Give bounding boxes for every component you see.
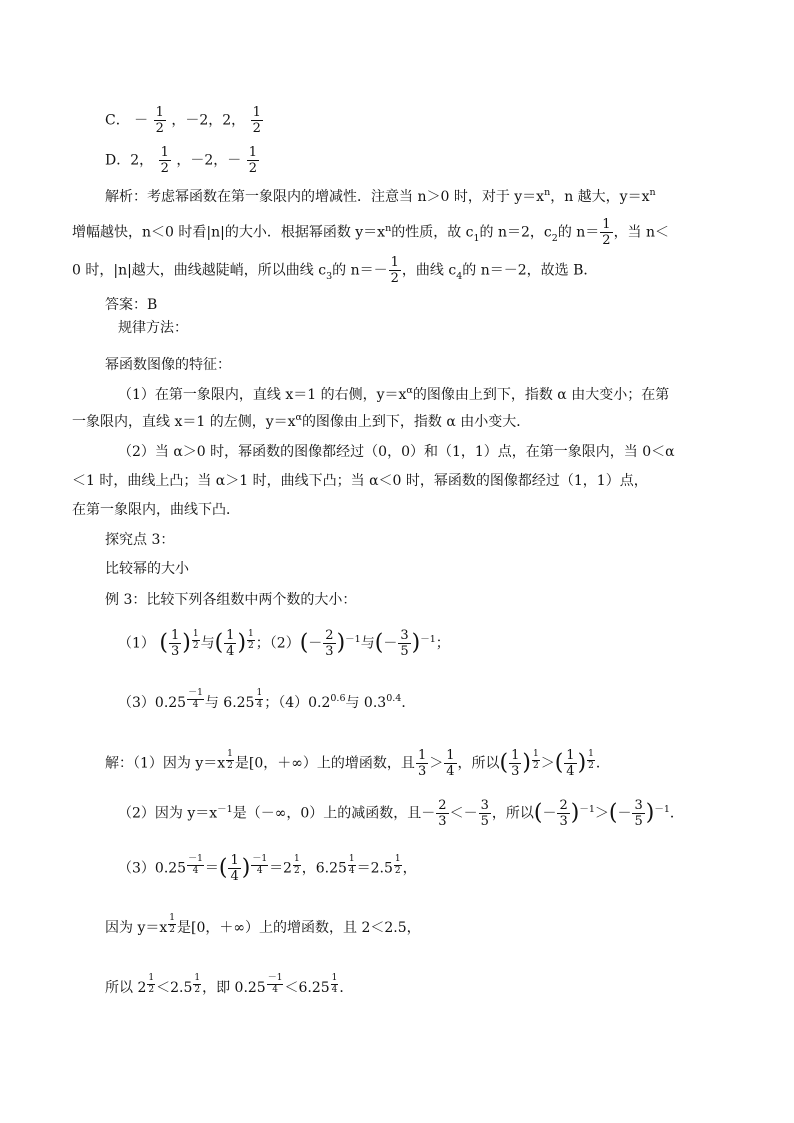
analysis-text: 增幅越快，n＜0 时看|n|的大小．根据幂函数 y＝x bbox=[72, 224, 386, 241]
frac-num: 1 bbox=[331, 973, 338, 983]
solution-text: ． bbox=[595, 755, 610, 772]
frac-num bbox=[267, 973, 284, 985]
compare-title: 比较幂的大小 bbox=[105, 561, 189, 577]
feature-1-line-2 bbox=[72, 412, 672, 434]
paren: ( bbox=[608, 800, 618, 826]
explore-point: 探究点 3： bbox=[105, 532, 175, 548]
option-d-label: D．2， bbox=[105, 152, 154, 169]
neg-sign: － bbox=[134, 112, 149, 129]
text: ；（2） bbox=[255, 635, 300, 652]
option-d-rest: ，－2，－ bbox=[176, 152, 242, 169]
exponent-fraction bbox=[226, 749, 234, 772]
frac-num: 1 bbox=[252, 105, 261, 120]
exponent-fraction bbox=[267, 973, 284, 996]
superscript: －1 bbox=[420, 633, 436, 645]
subscript: 1 bbox=[473, 232, 480, 244]
frac-den: 2 bbox=[532, 760, 539, 771]
paren: ( bbox=[533, 800, 543, 826]
answer: 答案：B bbox=[105, 297, 158, 313]
frac-den: 2 bbox=[148, 985, 155, 995]
paren: ) bbox=[411, 630, 421, 656]
feature-text: 的图像由上到下，指数 α 由大变小；在第 bbox=[412, 387, 670, 403]
solution-text: ，6.25 bbox=[301, 860, 347, 877]
analysis-text: 0 时，|n|越大，曲线越陡峭，所以曲线 c bbox=[72, 262, 327, 279]
frac-num bbox=[251, 854, 268, 866]
frac-num: 2 bbox=[559, 798, 568, 813]
frac-num: 1 bbox=[417, 748, 427, 763]
option-c bbox=[105, 105, 705, 136]
num: 1 bbox=[197, 688, 203, 698]
frac-den: 5 bbox=[400, 644, 409, 659]
frac-num: 1 bbox=[602, 217, 611, 232]
frac-den: 2 bbox=[252, 121, 261, 136]
frac-num: 1 bbox=[230, 853, 239, 868]
minus: － bbox=[188, 688, 198, 698]
paren: ) bbox=[241, 855, 251, 881]
superscript: 0.4 bbox=[386, 693, 402, 704]
feature-text: 一象限内，直线 x＝1 的左侧，y＝x bbox=[72, 414, 296, 430]
fraction bbox=[600, 217, 612, 248]
frac-den: 2 bbox=[160, 161, 169, 176]
part-label: （1） bbox=[118, 635, 155, 652]
fraction bbox=[169, 628, 181, 659]
fraction bbox=[564, 748, 576, 779]
frac-den: 2 bbox=[293, 865, 300, 876]
analysis-text: ，当 n＜ bbox=[613, 224, 670, 241]
superscript: n bbox=[385, 222, 392, 234]
paren: ( bbox=[218, 855, 228, 881]
frac-num: 1 bbox=[148, 973, 155, 983]
fraction bbox=[398, 628, 410, 659]
frac-num: 3 bbox=[634, 798, 643, 813]
superscript: －1 bbox=[654, 803, 670, 815]
frac-den: 4 bbox=[348, 865, 355, 876]
analysis-text: 的 n＝ bbox=[557, 224, 600, 241]
solution-text: ＜－ bbox=[449, 805, 478, 822]
solution-text: 解：（1）因为 y＝x bbox=[105, 755, 226, 772]
frac-num bbox=[187, 854, 204, 866]
frac-den: 2 bbox=[248, 640, 254, 651]
frac-den: 5 bbox=[480, 814, 489, 829]
solution-line-1 bbox=[105, 748, 705, 779]
analysis-line-2 bbox=[72, 217, 672, 248]
analysis-text: 的 n＝－ bbox=[332, 262, 388, 279]
frac-den: 4 bbox=[256, 865, 263, 876]
frac-num: 1 bbox=[226, 628, 235, 643]
solution-text: ＞ bbox=[594, 805, 609, 822]
superscript: α bbox=[295, 412, 302, 423]
frac-num: 1 bbox=[248, 145, 257, 160]
subscript: 4 bbox=[456, 270, 463, 282]
fraction bbox=[323, 628, 335, 659]
exponent-fraction bbox=[532, 749, 540, 772]
frac-den: 5 bbox=[634, 814, 643, 829]
fraction bbox=[247, 145, 259, 176]
frac-num: 1 bbox=[446, 748, 455, 763]
feature-text: 的图像由上到下，指数 α 由小变大． bbox=[301, 414, 531, 430]
text: 与 bbox=[360, 635, 375, 652]
text: 与 6.25 bbox=[204, 695, 255, 711]
solution-text: （2）因为 y＝x bbox=[118, 805, 218, 822]
frac-num: 2 bbox=[325, 628, 334, 643]
frac-num: 1 bbox=[248, 628, 254, 639]
superscript: n bbox=[544, 187, 551, 198]
solution-text: ，所以 bbox=[491, 805, 534, 822]
num: 1 bbox=[276, 973, 283, 983]
analysis-text: 解析：考虑幂函数在第一象限内的增减性．注意当 n＞0 时，对于 y＝x bbox=[105, 189, 545, 205]
solution-text: 因为 y＝x bbox=[105, 920, 168, 936]
frac-den: 4 bbox=[256, 700, 263, 710]
frac-num: 1 bbox=[194, 973, 201, 983]
paren: ) bbox=[645, 800, 655, 826]
frac-num: 1 bbox=[390, 255, 399, 270]
frac-den: 2 bbox=[390, 271, 399, 286]
frac-den: 3 bbox=[438, 814, 447, 829]
solution-text: ＝2.5 bbox=[356, 860, 393, 877]
method-title: 规律方法： bbox=[118, 320, 188, 336]
frac-den: 4 bbox=[192, 700, 199, 710]
feature-text: （1）在第一象限内，直线 x＝1 的右侧，y＝x bbox=[118, 387, 407, 403]
paren: ) bbox=[522, 750, 531, 776]
exponent-fraction bbox=[251, 854, 268, 877]
text: ； bbox=[435, 635, 450, 652]
frac-den: 4 bbox=[446, 764, 455, 779]
frac-den: 2 bbox=[169, 925, 175, 935]
paren: ) bbox=[577, 750, 587, 776]
paren: ) bbox=[336, 630, 346, 656]
paren: ) bbox=[570, 800, 580, 826]
frac-num: 2 bbox=[438, 798, 447, 813]
solution-text: ． bbox=[339, 980, 354, 996]
exponent-fraction bbox=[255, 688, 263, 711]
analysis-text: 的性质，故 c bbox=[391, 224, 474, 241]
num: 1 bbox=[261, 853, 268, 864]
fraction bbox=[228, 853, 240, 884]
solution-text: ＝2 bbox=[269, 860, 292, 877]
solution-text: ＞ bbox=[540, 755, 555, 772]
option-d bbox=[105, 145, 705, 176]
subscript: 3 bbox=[326, 270, 333, 282]
option-c-rest: ，－2，2， bbox=[171, 112, 246, 129]
frac-num: 1 bbox=[256, 688, 263, 698]
frac-num: 1 bbox=[169, 913, 175, 923]
frac-den: 3 bbox=[417, 764, 427, 779]
exponent-fraction bbox=[247, 629, 255, 652]
exponent-fraction bbox=[192, 629, 200, 652]
frac-den: 2 bbox=[194, 985, 201, 995]
solution-text: 是（－∞，0）上的减函数，且－ bbox=[232, 805, 436, 822]
feature-1-line-1 bbox=[118, 385, 718, 407]
frac-num: 1 bbox=[566, 748, 575, 763]
feature-2-line-2: ＜1 时，曲线上凸；当 α＞1 时，曲线下凸；当 α＜0 时，幂函数的图像都经过（1，1）点， bbox=[72, 473, 648, 489]
frac-den: 2 bbox=[155, 121, 164, 136]
feature-2-line-3: 在第一象限内，曲线下凸． bbox=[72, 502, 240, 518]
frac-num: 3 bbox=[400, 628, 409, 643]
exponent-fraction bbox=[348, 854, 356, 877]
paren: ( bbox=[214, 630, 224, 656]
frac-num: 3 bbox=[480, 798, 489, 813]
fraction bbox=[159, 145, 171, 176]
frac-num: 1 bbox=[192, 628, 199, 639]
feature-title: 幂函数图像的特征： bbox=[105, 357, 231, 373]
solution-line-3 bbox=[118, 853, 718, 884]
text: ． bbox=[401, 695, 416, 711]
solution-text: 是[0，＋∞）上的增函数，且 2＜2.5， bbox=[177, 920, 421, 936]
solution-text: （3）0.25 bbox=[118, 860, 187, 877]
frac-den: 4 bbox=[272, 985, 278, 995]
text: 与 bbox=[200, 635, 215, 652]
frac-num: 1 bbox=[155, 105, 164, 120]
superscript: －1 bbox=[579, 803, 595, 815]
solution-text: 是[0，＋∞）上的增函数，且 bbox=[234, 755, 415, 772]
text: 与 0.3 bbox=[345, 695, 387, 711]
frac-den: 4 bbox=[226, 644, 235, 659]
paren: ( bbox=[299, 630, 309, 656]
frac-num: 1 bbox=[511, 748, 520, 763]
analysis-text: 的 n＝－2，故选 B． bbox=[462, 262, 598, 279]
paren: ( bbox=[554, 750, 564, 776]
fraction bbox=[436, 798, 448, 829]
exponent-fraction bbox=[147, 973, 155, 996]
fraction bbox=[416, 748, 428, 779]
exponent-fraction bbox=[193, 973, 201, 996]
solution-line-5 bbox=[105, 973, 705, 998]
solution-text: ，所以 bbox=[457, 755, 500, 772]
analysis-line-3 bbox=[72, 255, 672, 286]
frac-den: 4 bbox=[230, 869, 239, 884]
fraction bbox=[154, 105, 166, 136]
analysis-text: 的 n＝2，c bbox=[479, 224, 552, 241]
solution-text: ＜6.25 bbox=[284, 980, 330, 996]
frac-den: 2 bbox=[394, 865, 401, 876]
fraction bbox=[224, 628, 236, 659]
frac-den: 3 bbox=[325, 644, 334, 659]
frac-den: 2 bbox=[227, 760, 233, 771]
superscript: n bbox=[649, 187, 656, 198]
text: （3）0.25 bbox=[118, 695, 187, 711]
option-c-label: C． bbox=[105, 112, 130, 129]
frac-num: 1 bbox=[160, 145, 169, 160]
paren: ( bbox=[499, 750, 509, 776]
paren: ( bbox=[374, 630, 384, 656]
solution-text: ，即 0.25 bbox=[202, 980, 266, 996]
num: 1 bbox=[197, 853, 203, 864]
exponent-fraction bbox=[394, 854, 402, 877]
frac-den: 2 bbox=[588, 760, 594, 771]
solution-line-2: （2）因为 $y=x^{-1}$是（－∞，0）上的减函数，且－ $\frac{2}{3}$ ＜－ $\frac{3}{5}$ ，所以(－ $\frac{2}{3}$ )$^{-1}$＞(－ $\frac{3}{5}$ )$^{-1}$． bbox=[118, 798, 684, 829]
frac-den: 4 bbox=[331, 985, 338, 995]
frac-den: 3 bbox=[170, 644, 180, 659]
minus: － bbox=[252, 853, 262, 864]
fraction bbox=[479, 798, 491, 829]
frac-num: 1 bbox=[170, 628, 180, 643]
fraction bbox=[509, 748, 521, 779]
superscript: －1 bbox=[217, 803, 233, 815]
frac-den: 3 bbox=[511, 764, 520, 779]
fraction bbox=[632, 798, 644, 829]
exponent-fraction bbox=[293, 854, 301, 877]
frac-num: 1 bbox=[532, 748, 539, 759]
exponent-fraction bbox=[168, 913, 176, 936]
frac-den: 4 bbox=[192, 865, 199, 876]
minus: － bbox=[267, 973, 277, 983]
frac-den: 2 bbox=[248, 161, 257, 176]
solution-text: ， bbox=[402, 860, 417, 877]
frac-num: 1 bbox=[348, 853, 355, 864]
paren: ( bbox=[159, 630, 168, 656]
analysis-line-1 bbox=[105, 187, 705, 209]
frac-num: 1 bbox=[588, 748, 594, 759]
minus: － bbox=[188, 853, 198, 864]
subscript: 2 bbox=[551, 232, 558, 244]
fraction bbox=[444, 748, 456, 779]
analysis-text: ，曲线 c bbox=[401, 262, 457, 279]
superscript: 0.6 bbox=[330, 693, 346, 704]
exponent-fraction bbox=[187, 854, 204, 877]
solution-text: ＝ bbox=[204, 860, 219, 877]
example-parts-1-2: （1） ( $\frac{1}{3}$ ) $\frac{1}{2}$ 与( $\frac{1}{4}$ ) $\frac{1}{2}$ ；（2）(－ $\frac{2}{3}$ )$^{-1}$与(－ $\frac{3}{5}$ )$^{-1}$； bbox=[118, 628, 450, 659]
text: ；（4）0.2 bbox=[264, 695, 331, 711]
frac-num: 1 bbox=[293, 853, 300, 864]
example-parts-3-4 bbox=[118, 688, 718, 715]
paren: ) bbox=[182, 630, 191, 656]
solution-text: ． bbox=[669, 805, 684, 822]
fraction bbox=[557, 798, 569, 829]
feature-2-line-1: （2）当 α＞0 时，幂函数的图像都经过（0，0）和（1，1）点，在第一象限内，当 0＜α bbox=[118, 444, 675, 460]
paren: ) bbox=[237, 630, 247, 656]
example-title: 例 3：比较下列各组数中两个数的大小： bbox=[105, 592, 357, 608]
solution-line-4 bbox=[105, 913, 705, 938]
frac-num: 1 bbox=[394, 853, 401, 864]
frac-num: 1 bbox=[227, 748, 233, 759]
frac-num bbox=[187, 688, 204, 700]
exponent-fraction bbox=[587, 749, 595, 772]
frac-den: 3 bbox=[559, 814, 568, 829]
solution-text: ＜2.5 bbox=[156, 980, 193, 996]
superscript: α bbox=[406, 385, 413, 396]
exponent-fraction bbox=[331, 973, 339, 996]
superscript: －1 bbox=[345, 633, 361, 645]
frac-den: 2 bbox=[192, 640, 199, 651]
solution-text: 所以 2 bbox=[105, 980, 147, 996]
fraction bbox=[251, 105, 263, 136]
frac-den: 4 bbox=[566, 764, 575, 779]
fraction bbox=[389, 255, 401, 286]
solution-text: ＞ bbox=[429, 755, 444, 772]
frac-den: 2 bbox=[602, 233, 611, 248]
exponent-fraction bbox=[187, 688, 204, 711]
analysis-text: ，n 越大，y＝x bbox=[550, 189, 650, 205]
